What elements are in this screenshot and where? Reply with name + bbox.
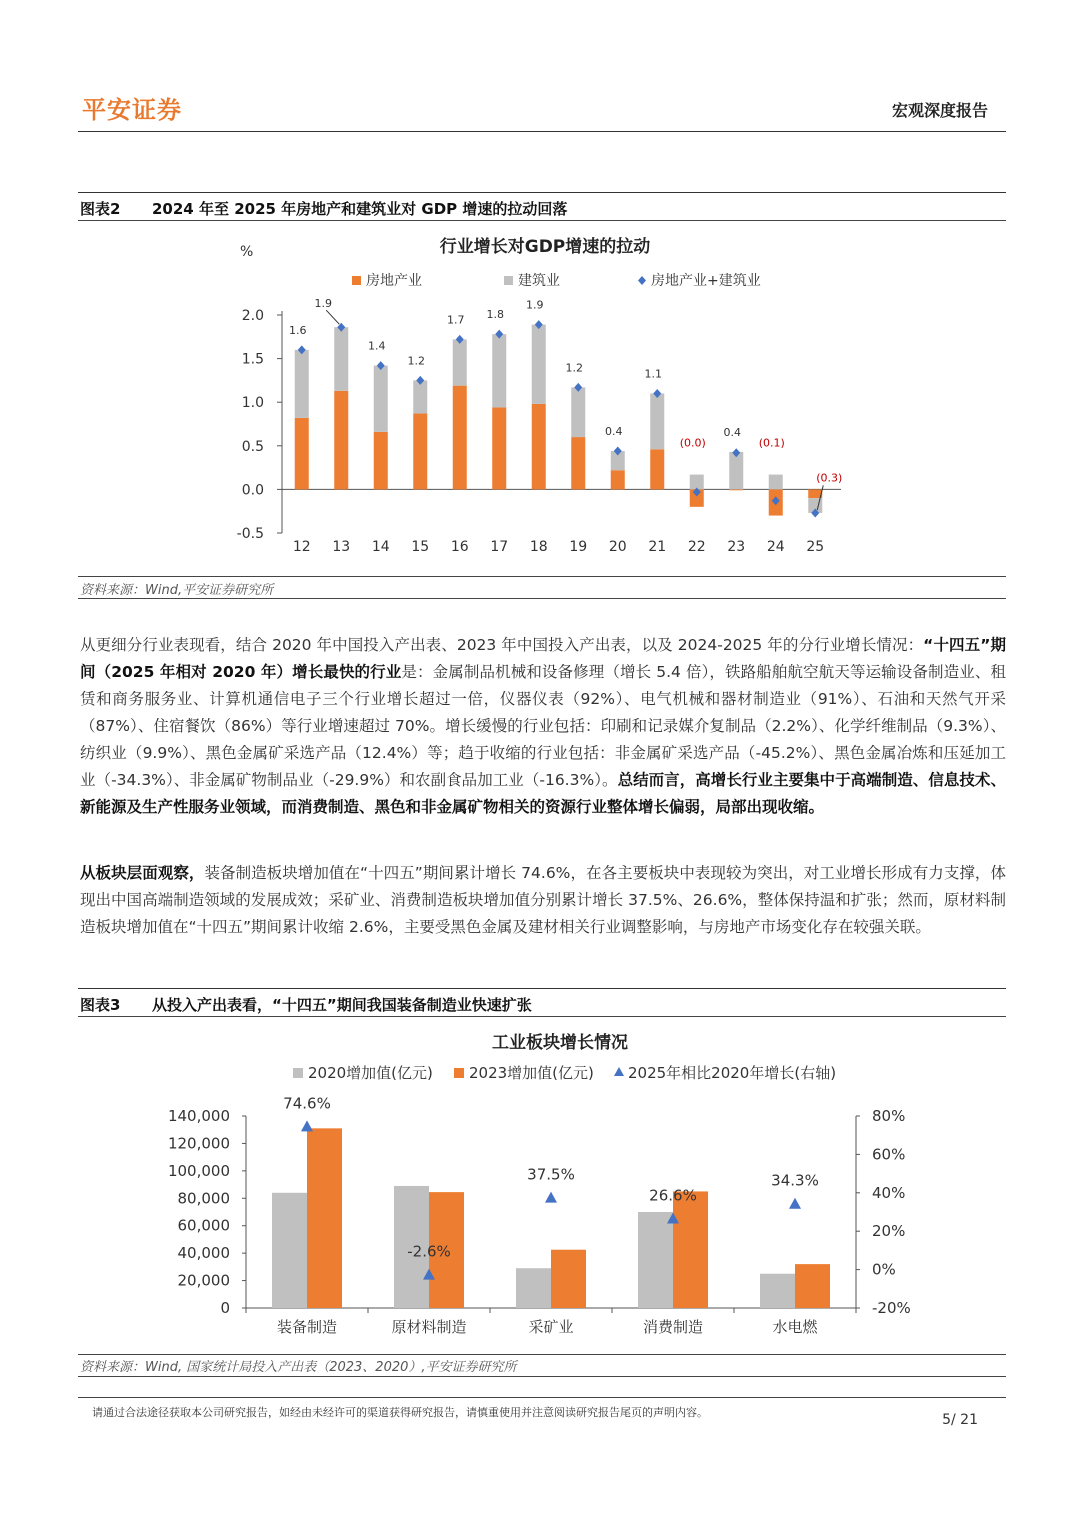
legend-label-total: 房地产业+建筑业 <box>651 273 761 289</box>
legend-swatch-real-estate <box>352 276 361 285</box>
chart1-x-tick-label: 22 <box>687 539 706 555</box>
chart2-y-tick-label: 0 <box>220 1299 230 1317</box>
chart1-x-tick-label: 13 <box>332 539 351 555</box>
chart2-bar-2020 <box>760 1274 795 1308</box>
p1-intro: 从更细分行业表现看，结合 2020 年中国投入产出表、2023 年中国投入产出表，以及 2024-2025 年的分行业增长情况： <box>80 636 924 654</box>
chart1-bar-real-estate <box>295 418 309 490</box>
chart2-y-tick-label: 120,000 <box>167 1134 230 1153</box>
chart1-bar-construction <box>453 339 467 385</box>
figure3-bottom-rule <box>78 1376 1006 1377</box>
p1-summary: 总结而言，高增长行业主要集中于高端制造、信息技术、新能源及生产性服务业领域，而消费制造、黑色和非金属矿物相关的资源行业整体增长偏弱，局部出现收缩。 <box>80 771 1006 816</box>
chart1-x-tick-label: 23 <box>727 539 746 555</box>
chart1-y-tick-label: 0.0 <box>241 482 264 499</box>
chart2-y-tick-label: 20,000 <box>177 1271 230 1290</box>
chart2-x-tick-label: 原材料制造 <box>391 1318 467 1336</box>
chart1-data-label: (0.3) <box>816 471 843 485</box>
chart1-bar-construction <box>374 366 388 432</box>
chart2-y-tick-label: 60,000 <box>177 1216 230 1235</box>
chart1-data-label: 1.2 <box>407 354 425 368</box>
chart1-x-tick-label: 21 <box>648 539 667 555</box>
legend-label-2020: 2020增加值(亿元) <box>308 1064 433 1082</box>
chart1-y-tick-label: 1.5 <box>241 351 264 368</box>
chart2-bar-2023 <box>673 1191 708 1308</box>
chart1-bar-real-estate <box>729 489 743 490</box>
chart1-x-tick-label: 16 <box>450 539 469 555</box>
chart2-bar-2020 <box>638 1212 673 1308</box>
p2-body: 装备制造板块增加值在“十四五”期间累计增长 74.6%，在各主要板块中表现较为突出，对工业增长形成有力支撑，体现出中国高端制造领域的发展成效；采矿业、消费制造板块增加值分别累计增长 37.5%、26.6%，整体保持温和扩张；然而，原材料制造板块增加值在“十四五”期间累计收缩 2.6%，主要受黑色金属及建材相关行业调整影响，与房地产市场变化存在较强关联。 <box>80 864 1006 936</box>
chart1-bar-construction <box>729 452 743 489</box>
header-divider <box>78 131 1006 132</box>
figure2-source-rule <box>78 576 1006 577</box>
chart2-bar-2023 <box>307 1128 342 1308</box>
chart1-data-label: 1.4 <box>368 339 386 353</box>
chart2-y2-tick-label: 80% <box>872 1107 906 1125</box>
footer-notice: 请通过合法途径获取本公司研究报告，如经由未经许可的渠道获得研究报告，请慎重使用并注意阅读研究报告尾页的声明内容。 <box>92 1406 708 1419</box>
figure3-label: 图表3 <box>80 996 121 1014</box>
chart1-y-tick-label: -0.5 <box>236 526 264 542</box>
p2-bold-lead: 从板块层面观察， <box>80 864 205 882</box>
chart2-y-tick-label: 140,000 <box>167 1107 230 1125</box>
chart1-unit-label: % <box>240 244 254 260</box>
chart1-data-label: 1.9 <box>314 297 332 311</box>
chart2-bar-2020 <box>272 1193 307 1308</box>
chart1-bar-real-estate <box>611 470 625 489</box>
chart1-bar-construction <box>334 327 348 391</box>
chart2-y-tick-label: 40,000 <box>177 1244 230 1263</box>
chart1-bar-real-estate <box>374 432 388 490</box>
chart1-x-tick-label: 25 <box>806 539 825 555</box>
chart2-data-label: 34.3% <box>771 1171 819 1190</box>
paragraph-sector-view <box>80 860 1006 941</box>
chart1-bar-construction <box>769 475 783 490</box>
figure3-chart <box>0 1020 1080 1350</box>
chart2-y-tick-label: 80,000 <box>177 1189 230 1208</box>
chart1-bar-real-estate <box>650 449 664 489</box>
figure2-label: 图表2 <box>80 200 121 218</box>
chart2-data-label: 26.6% <box>649 1186 697 1205</box>
chart1-y-tick-label: 0.5 <box>241 438 264 455</box>
figure3-title: 从投入产出表看，“十四五”期间我国装备制造业快速扩张 <box>152 996 532 1014</box>
chart1-legend <box>352 272 761 289</box>
chart2-data-label: 74.6% <box>283 1094 331 1113</box>
chart1-x-tick-label: 24 <box>766 539 785 555</box>
chart2-data-label: -2.6% <box>407 1242 451 1261</box>
figure2-heading <box>80 198 567 219</box>
legend-marker-growth <box>614 1067 624 1076</box>
report-type: 宏观深度报告 <box>891 101 988 120</box>
page-number: 5/ 21 <box>942 1412 978 1428</box>
chart2-y2-tick-label: -20% <box>872 1299 911 1317</box>
chart2-x-tick-label: 装备制造 <box>276 1318 338 1336</box>
figure2-title: 2024 年至 2025 年房地产和建筑业对 GDP 增速的拉动回落 <box>152 200 568 218</box>
figure3-heading <box>80 994 532 1015</box>
figure3-top-rule <box>78 988 1006 989</box>
figure3-source-rule <box>78 1354 1006 1355</box>
chart1-data-label: (0.1) <box>758 436 785 450</box>
chart2-growth-marker <box>789 1198 801 1209</box>
chart2-y2-tick-label: 20% <box>872 1222 906 1241</box>
legend-swatch-2020 <box>293 1068 303 1078</box>
chart1-bar-construction <box>650 393 664 449</box>
chart1-y-tick-label: 1.0 <box>241 395 264 412</box>
chart1-data-label: 1.1 <box>644 367 662 381</box>
figure2-bottom-rule <box>78 598 1006 599</box>
chart2-x-tick-label: 采矿业 <box>528 1318 574 1336</box>
chart1-data-label: 0.4 <box>605 425 623 439</box>
chart1-bar-construction <box>532 325 546 404</box>
chart2-growth-marker <box>301 1120 313 1131</box>
chart1-bar-construction <box>492 334 506 407</box>
chart2-y2-tick-label: 40% <box>872 1183 906 1202</box>
chart2-title: 工业板块增长情况 <box>492 1033 628 1053</box>
legend-label-growth: 2025年相比2020年增长(右轴) <box>628 1064 837 1082</box>
chart1-bar-real-estate <box>492 407 506 489</box>
paragraph-industry-detail <box>80 632 1006 821</box>
chart1-data-label: 1.9 <box>526 298 544 312</box>
chart1-x-tick-label: 12 <box>292 539 311 555</box>
chart1-label-leader <box>326 310 339 324</box>
chart1-x-tick-label: 19 <box>569 539 588 555</box>
chart1-bar-real-estate <box>334 391 348 490</box>
figure2-title-rule <box>78 220 1006 221</box>
chart1-bar-construction <box>571 387 585 437</box>
chart2-bar-2023 <box>551 1250 586 1308</box>
chart1-bar-construction <box>690 475 704 490</box>
legend-swatch-2023 <box>454 1068 464 1078</box>
chart1-bar-construction <box>413 380 427 413</box>
chart1-bar-real-estate <box>532 404 546 489</box>
footer-divider <box>78 1397 1006 1398</box>
chart2-legend <box>293 1064 836 1082</box>
chart2-x-tick-label: 水电燃 <box>772 1318 818 1336</box>
chart1-title: 行业增长对GDP增速的拉动 <box>439 237 651 257</box>
chart1-bar-real-estate <box>571 437 585 489</box>
chart1-data-label: 1.8 <box>486 308 504 322</box>
figure2-top-rule <box>78 192 1006 193</box>
chart1-x-tick-label: 17 <box>490 539 509 555</box>
p1-bold-lead: “十四五”期间（2025 年相对 2020 年）增长最快的行业 <box>80 636 1006 681</box>
figure3-title-rule <box>78 1016 1006 1017</box>
chart1-x-tick-label: 15 <box>411 539 430 555</box>
chart2-x-tick-label: 消费制造 <box>642 1318 704 1336</box>
chart1-data-label: 0.4 <box>723 425 741 439</box>
chart1-y-tick-label: 2.0 <box>241 308 264 324</box>
legend-marker-total <box>638 276 646 285</box>
chart1-data-label: 1.2 <box>565 361 583 375</box>
chart1-x-tick-label: 18 <box>529 539 548 555</box>
chart1-x-tick-label: 14 <box>371 539 390 555</box>
chart1-data-label: 1.6 <box>289 323 307 337</box>
legend-label-2023: 2023增加值(亿元) <box>469 1064 594 1082</box>
legend-label-real-estate: 房地产业 <box>366 273 422 289</box>
legend-label-construction: 建筑业 <box>518 273 560 289</box>
chart2-data-label: 37.5% <box>527 1165 575 1184</box>
chart2-bar-2020 <box>516 1268 551 1308</box>
chart2-y2-tick-label: 0% <box>872 1260 896 1279</box>
chart1-bar-real-estate <box>413 414 427 490</box>
figure2-chart <box>0 224 1080 574</box>
figure3-source: 资料来源：Wind, 国家统计局投入产出表（2023、2020）,平安证券研究所 <box>80 1360 517 1375</box>
legend-swatch-construction <box>504 276 513 285</box>
p1-body: 是：金属制品机械和设备修理（增长 5.4 倍），铁路船舶航空航天等运输设备制造业、租赁和商务服务业、计算机通信电子三个行业增长超过一倍，仪器仪表（92%）、电气机械和器材制造业（91%）、石油和天然气开采（87%）、住宿餐饮（86%）等行业增速超过 70%。增长缓慢的行业包括：印刷和记录媒介复制品（2.2%）、化学纤维制品（9.3%）、纺织业（9.9%）、黑色金属矿采选产品（12.4%）等；趋于收缩的行业包括：非金属矿采选产品（-45.2%）、黑色金属冶炼和压延加工业（-34.3%）、非金属矿物制品业（-29.9%）和农副食品加工业（-16.3%）。 <box>80 663 1006 789</box>
chart2-y-tick-label: 100,000 <box>167 1161 230 1180</box>
chart1-bar-real-estate <box>453 386 467 490</box>
chart1-data-label: (0.0) <box>679 436 706 450</box>
chart2-y2-tick-label: 60% <box>872 1145 906 1164</box>
chart2-bar-2023 <box>795 1264 830 1308</box>
chart1-x-tick-label: 20 <box>608 539 627 555</box>
chart1-data-label: 1.7 <box>447 313 465 327</box>
figure2-source: 资料来源：Wind,平安证券研究所 <box>80 583 274 598</box>
chart2-growth-marker <box>545 1192 557 1203</box>
brand-logo: 平安证券 <box>82 96 182 124</box>
chart1-bar-construction <box>295 350 309 418</box>
